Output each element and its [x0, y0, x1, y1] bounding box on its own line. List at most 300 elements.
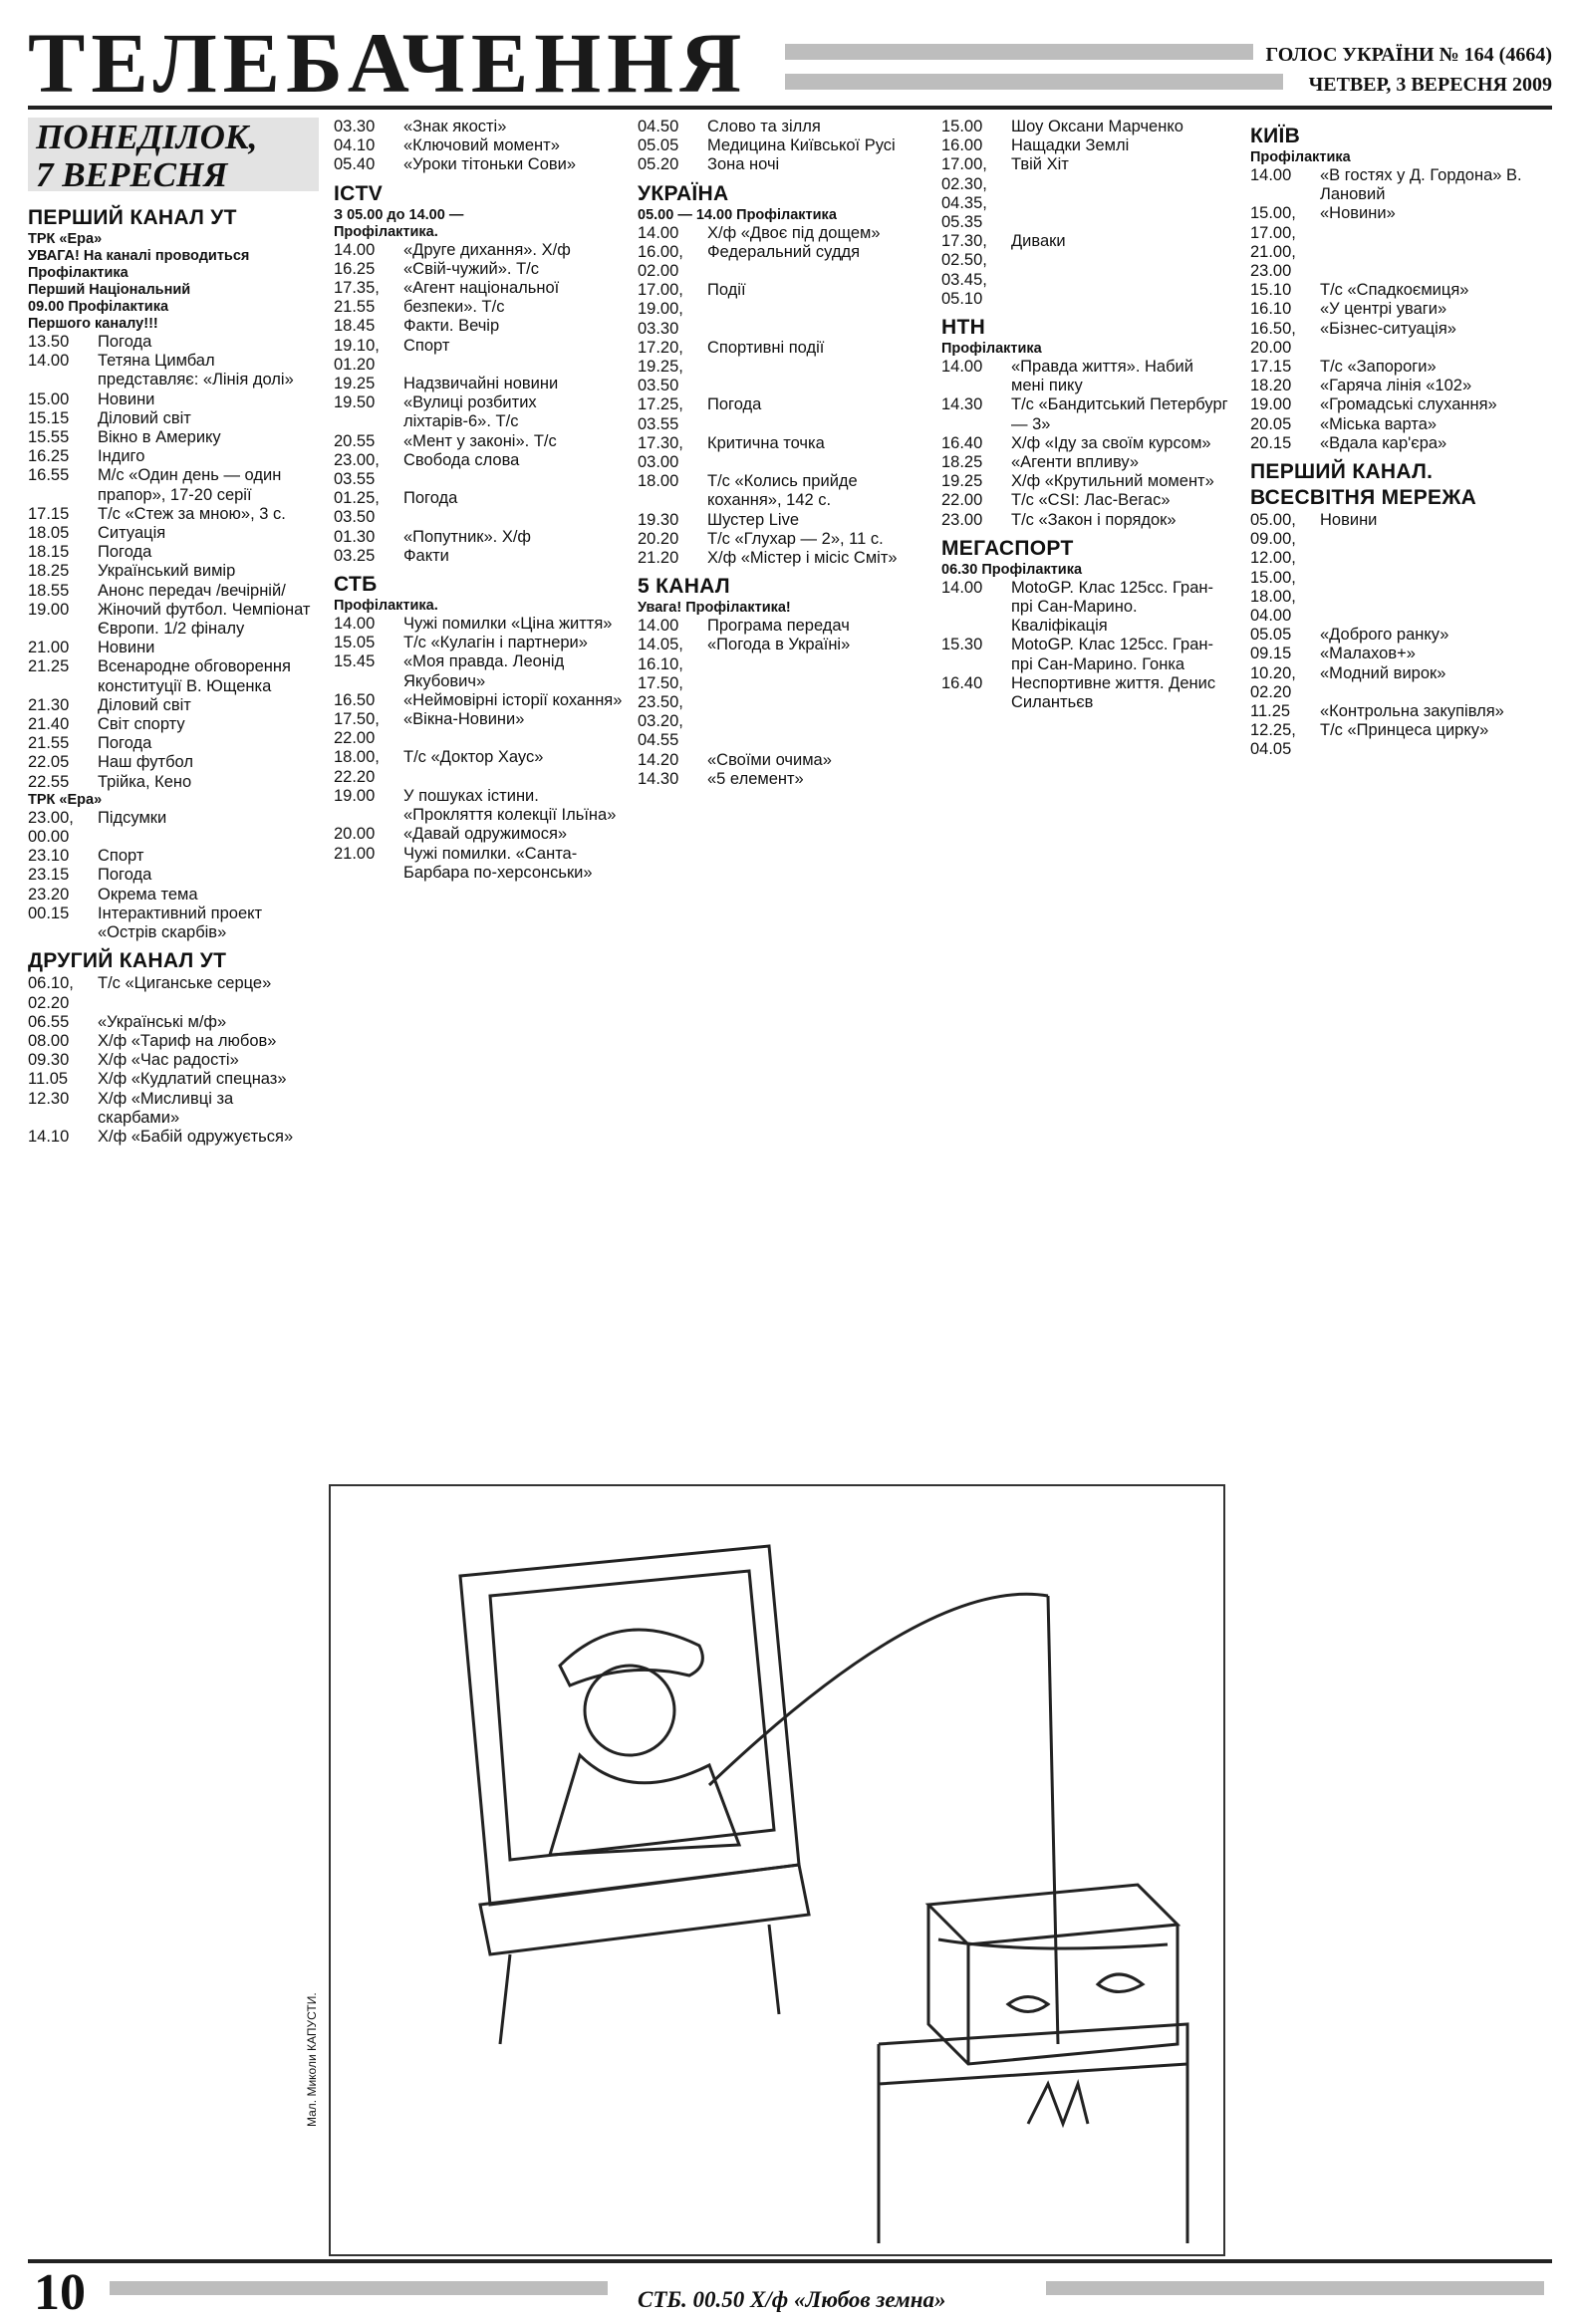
schedule-program: Т/с «Колись прийде кохання», 142 с.: [707, 472, 858, 510]
schedule-note: ТРК «Ера»: [28, 231, 103, 247]
schedule-time: 21.00: [334, 844, 376, 863]
schedule-row: [638, 136, 926, 155]
schedule-row: [28, 886, 319, 904]
schedule-program: Новини: [98, 389, 155, 408]
schedule-row: [28, 1013, 319, 1032]
schedule-time: 16.25: [28, 447, 70, 466]
schedule-row: [638, 243, 926, 281]
schedule-row: [28, 773, 319, 792]
schedule-time: 14.00: [638, 223, 679, 242]
schedule-time: 03.30: [334, 118, 376, 135]
schedule-program: Зона ночі: [707, 155, 780, 174]
schedule-row: [28, 562, 319, 581]
schedule-program: «Уроки тітоньки Сови»: [403, 155, 577, 174]
schedule-program: Х/ф «Мисливці за скарбами»: [98, 1089, 234, 1127]
schedule-program: «Новини»: [1320, 204, 1396, 223]
schedule-program: Т/с «Принцеса цирку»: [1320, 721, 1489, 740]
schedule-program: «Гаряча лінія «102»: [1320, 377, 1472, 395]
schedule-program: Х/ф «Двоє під дощем»: [707, 223, 881, 242]
schedule-row: [334, 489, 623, 527]
schedule-time: 21.20: [638, 549, 679, 568]
schedule-time: 12.30: [28, 1089, 70, 1108]
schedule-row: [28, 1051, 319, 1070]
schedule-program: Т/с «Спадкоємиця»: [1320, 281, 1469, 300]
schedule-time: 23.20: [28, 885, 70, 904]
schedule-row: [334, 845, 623, 883]
schedule-program: Інтерактивний проект «Острів скарбів»: [98, 904, 263, 942]
schedule-row: [28, 974, 319, 1012]
schedule-time: 17.50, 22.00: [334, 710, 380, 748]
paper-issue: ГОЛОС УКРАЇНИ № 164 (4664): [1265, 44, 1552, 66]
schedule-program: Надзвичайні новини: [403, 375, 559, 393]
schedule-time: 16.50: [334, 690, 376, 709]
schedule-time: 14.00: [334, 240, 376, 259]
schedule-program: «Агент національної безпеки». Т/с: [403, 279, 560, 317]
schedule-time: 17.00, 02.30, 04.35, 05.35: [941, 155, 987, 232]
schedule-row: [28, 543, 319, 562]
schedule-row: [28, 734, 319, 753]
schedule-time: 18.00, 22.20: [334, 748, 380, 786]
schedule-program: Програма передач: [707, 617, 850, 636]
schedule-row: [334, 634, 623, 652]
schedule-program: Т/с «Стеж за мною», 3 с.: [98, 504, 286, 523]
schedule-time: 20.00: [334, 825, 376, 844]
schedule-row: [28, 696, 319, 715]
schedule-column-3: [638, 118, 926, 789]
schedule-row: [1250, 626, 1549, 645]
schedule-row: [941, 472, 1230, 491]
schedule-time: 14.00: [28, 352, 70, 371]
schedule-time: 06.10, 02.20: [28, 974, 74, 1012]
schedule-time: 18.25: [28, 562, 70, 581]
schedule-program: «Неймовірні історії кохання»: [403, 690, 623, 709]
schedule-time: 18.45: [334, 317, 376, 336]
schedule-time: 04.50: [638, 118, 679, 135]
schedule-time: 22.00: [941, 491, 983, 510]
masthead: [28, 15, 1552, 111]
schedule-time: 17.15: [28, 504, 70, 523]
schedule-time: 19.00: [334, 786, 376, 805]
schedule-program: Нащадки Землі: [1011, 136, 1130, 155]
schedule-program: Т/с «Закон і порядок»: [1011, 510, 1177, 529]
schedule-time: 00.15: [28, 904, 70, 922]
schedule-row: [334, 691, 623, 710]
schedule-time: 22.55: [28, 772, 70, 791]
schedule-row: [941, 395, 1230, 433]
schedule-time: 09.30: [28, 1051, 70, 1070]
schedule-row: [941, 579, 1230, 637]
schedule-time: 21.55: [28, 734, 70, 753]
schedule-program: «В гостях у Д. Гордона» В. Лановий: [1320, 166, 1522, 204]
schedule-time: 14.00: [941, 358, 983, 377]
schedule-row: [638, 530, 926, 549]
schedule-row: [1250, 358, 1549, 377]
schedule-time: 17.30, 02.50, 03.45, 05.10: [941, 232, 987, 308]
schedule-row: [334, 547, 623, 566]
schedule-note: ТРК «Ера»: [28, 791, 103, 808]
schedule-program: Медицина Київської Русі: [707, 136, 896, 155]
schedule-row: [1250, 645, 1549, 663]
schedule-time: 21.25: [28, 657, 70, 676]
schedule-row: [638, 511, 926, 530]
schedule-row: [28, 582, 319, 601]
schedule-note: 05.00 — 14.00 Профілактика: [638, 206, 837, 223]
schedule-row: [28, 715, 319, 734]
schedule-row: [334, 155, 623, 174]
schedule-time: 15.00, 17.00, 21.00, 23.00: [1250, 204, 1296, 281]
schedule-program: Х/ф «Іду за своїм курсом»: [1011, 433, 1211, 452]
schedule-program: «Свій-чужий». Т/с: [403, 259, 539, 278]
schedule-row: [28, 409, 319, 428]
footer-rule: [28, 2259, 1552, 2263]
schedule-time: 11.05: [28, 1070, 69, 1089]
schedule-row: [28, 390, 319, 409]
schedule-program: «Знак якості»: [403, 118, 507, 135]
schedule-row: [334, 118, 623, 136]
schedule-row: [638, 281, 926, 339]
schedule-time: 18.25: [941, 453, 983, 472]
schedule-program: «Агенти впливу»: [1011, 453, 1140, 472]
schedule-program: «Вдала кар'єра»: [1320, 433, 1447, 452]
schedule-time: 17.15: [1250, 358, 1292, 377]
schedule-time: 05.40: [334, 155, 376, 174]
schedule-row: [638, 434, 926, 472]
schedule-row: [638, 224, 926, 243]
schedule-time: 06.55: [28, 1012, 70, 1031]
schedule-time: 19.30: [638, 510, 679, 529]
schedule-time: 18.15: [28, 543, 70, 562]
schedule-program: «Малахов+»: [1320, 645, 1416, 663]
schedule-row: [28, 601, 319, 639]
schedule-program: Т/с «Кулагін і партнери»: [403, 634, 588, 652]
schedule-time: 05.00, 09.00, 12.00, 15.00, 18.00, 04.00: [1250, 511, 1296, 626]
schedule-program: Погода: [707, 395, 762, 414]
footer-rule: [110, 2281, 608, 2295]
schedule-note: Профілактика: [28, 265, 129, 281]
paper-info: [1265, 40, 1552, 100]
schedule-row: [638, 118, 926, 136]
channel-heading: МЕГАСПОРТ: [941, 536, 1074, 560]
schedule-program: У пошуках істини. «Прокляття колекції Ільїна»: [403, 786, 617, 825]
schedule-time: 22.05: [28, 753, 70, 772]
cartoon-drawing: [331, 1486, 1223, 2254]
channel-heading: УКРАЇНА: [638, 181, 729, 205]
schedule-row: [1250, 300, 1549, 319]
day-header: [28, 118, 319, 194]
day-title-line2: 7 ВЕРЕСНЯ: [36, 155, 228, 194]
schedule-time: 18.05: [28, 524, 70, 543]
schedule-program: «Моя правда. Леонід Якубович»: [403, 652, 565, 690]
header-rule: [785, 74, 1283, 90]
schedule-time: 11.25: [1250, 702, 1291, 721]
schedule-note: З 05.00 до 14.00 —: [334, 206, 464, 223]
schedule-program: «Погода в Україні»: [707, 636, 851, 654]
schedule-note: Перший Національний: [28, 282, 191, 298]
schedule-time: 19.10, 01.20: [334, 336, 380, 374]
schedule-program: Наш футбол: [98, 753, 194, 772]
schedule-program: Диваки: [1011, 232, 1066, 251]
schedule-time: 03.25: [334, 546, 376, 565]
schedule-time: 13.50: [28, 333, 70, 351]
schedule-program: Спорт: [98, 847, 144, 866]
schedule-row: [28, 466, 319, 504]
schedule-time: 14.05, 16.10, 17.50, 23.50, 03.20, 04.55: [638, 636, 683, 750]
day-title-line1: ПОНЕДІЛОК,: [36, 118, 258, 156]
schedule-program: Світ спорту: [98, 715, 185, 734]
schedule-time: 12.25, 04.05: [1250, 721, 1296, 759]
schedule-row: [334, 615, 623, 634]
schedule-row: [1250, 320, 1549, 358]
schedule-row: [28, 1090, 319, 1128]
schedule-time: 20.20: [638, 529, 679, 548]
schedule-column-4: [941, 118, 1230, 712]
schedule-row: [334, 787, 623, 825]
schedule-program: Погода: [98, 734, 152, 753]
schedule-time: 19.50: [334, 393, 376, 412]
schedule-row: [28, 657, 319, 695]
schedule-time: 10.20, 02.20: [1250, 663, 1296, 701]
schedule-row: [28, 809, 319, 847]
schedule-time: 04.10: [334, 136, 376, 155]
channel-heading: ПЕРШИЙ КАНАЛ УТ: [28, 206, 237, 229]
schedule-note: УВАГА! На каналі проводиться: [28, 248, 250, 264]
schedule-note: Увага! Профілактика!: [638, 600, 791, 617]
channel-heading: КИЇВ: [1250, 125, 1301, 147]
schedule-program: Події: [707, 281, 746, 300]
schedule-row: [941, 118, 1230, 136]
schedule-program: «Модний вирок»: [1320, 663, 1446, 682]
schedule-program: Х/ф «Містер і місіс Сміт»: [707, 549, 898, 568]
schedule-time: 18.20: [1250, 377, 1292, 395]
schedule-row: [1250, 415, 1549, 434]
schedule-row: [1250, 166, 1549, 204]
schedule-row: [1250, 511, 1549, 626]
schedule-program: Т/с «Глухар — 2», 11 с.: [707, 529, 884, 548]
schedule-time: 17.30, 03.00: [638, 433, 683, 472]
schedule-time: 14.10: [28, 1127, 70, 1146]
schedule-program: Трійка, Кено: [98, 772, 192, 791]
schedule-row: [1250, 721, 1549, 759]
schedule-note: 09.00 Профілактика: [28, 299, 169, 315]
schedule-time: 16.55: [28, 466, 70, 485]
schedule-time: 17.20, 19.25, 03.50: [638, 338, 683, 395]
schedule-time: 14.00: [941, 578, 983, 597]
channel-heading: ПЕРШИЙ КАНАЛ. ВСЕСВІТНЯ МЕРЕЖА: [1250, 460, 1477, 510]
schedule-time: 15.10: [1250, 281, 1292, 300]
schedule-time: 23.00, 00.00: [28, 808, 74, 847]
schedule-time: 01.25, 03.50: [334, 489, 380, 527]
schedule-time: 23.15: [28, 866, 70, 885]
schedule-program: Твій Хіт: [1011, 155, 1069, 174]
schedule-row: [638, 636, 926, 750]
schedule-time: 15.05: [334, 634, 376, 652]
schedule-time: 19.25: [334, 375, 376, 393]
schedule-column-1: [28, 199, 319, 1147]
schedule-row: [638, 395, 926, 433]
schedule-row: [28, 753, 319, 772]
schedule-row: [334, 279, 623, 317]
schedule-row: [1250, 664, 1549, 702]
schedule-program: Погода: [98, 866, 152, 885]
schedule-time: 15.00: [941, 118, 983, 135]
schedule-row: [638, 472, 926, 510]
schedule-program: «5 елемент»: [707, 769, 804, 788]
schedule-program: Чужі помилки «Ціна життя»: [403, 615, 613, 634]
schedule-time: 21.40: [28, 715, 70, 734]
schedule-time: 05.05: [1250, 626, 1292, 645]
schedule-time: 19.25: [941, 472, 983, 491]
schedule-program: Погода: [98, 543, 152, 562]
schedule-time: 16.10: [1250, 300, 1292, 319]
schedule-row: [1250, 395, 1549, 414]
schedule-program: Федеральний суддя: [707, 242, 861, 261]
schedule-row: [334, 451, 623, 489]
schedule-time: 20.55: [334, 431, 376, 450]
schedule-time: 18.55: [28, 581, 70, 600]
schedule-row: [638, 770, 926, 789]
schedule-row: [28, 1128, 319, 1147]
schedule-program: «Мент у законі». Т/с: [403, 431, 557, 450]
schedule-program: Т/с «Доктор Хаус»: [403, 748, 544, 767]
schedule-row: [638, 549, 926, 568]
schedule-row: [334, 528, 623, 547]
schedule-note: Профілактика.: [334, 598, 438, 615]
schedule-program: Шустер Live: [707, 510, 800, 529]
schedule-program: Всенародне обговорення конституції В. Ющенка: [98, 657, 291, 695]
schedule-program: Х/ф «Кудлатий спецназ»: [98, 1070, 287, 1089]
schedule-time: 16.00, 02.00: [638, 242, 683, 281]
schedule-program: «Давай одружимося»: [403, 825, 568, 844]
schedule-row: [941, 636, 1230, 673]
paper-date: ЧЕТВЕР, 3 ВЕРЕСНЯ 2009: [1308, 74, 1552, 96]
schedule-row: [334, 748, 623, 786]
schedule-program: Тетяна Цимбал представляє: «Лінія долі»: [98, 352, 294, 389]
schedule-time: 15.00: [28, 389, 70, 408]
schedule-program: Індиго: [98, 447, 145, 466]
schedule-time: 16.00: [941, 136, 983, 155]
schedule-column-2: [334, 118, 623, 883]
schedule-program: Чужі помилки. «Санта-Барбара по-херсонськи»: [403, 844, 593, 882]
schedule-time: 14.30: [638, 769, 679, 788]
schedule-program: Х/ф «Бабій одружується»: [98, 1127, 294, 1146]
schedule-program: Вікно в Америку: [98, 428, 221, 447]
schedule-program: «Українські м/ф»: [98, 1012, 227, 1031]
schedule-row: [28, 1070, 319, 1089]
schedule-program: «Своїми очима»: [707, 750, 832, 769]
schedule-time: 20.15: [1250, 433, 1292, 452]
schedule-program: «Громадські слухання»: [1320, 395, 1497, 414]
schedule-time: 05.05: [638, 136, 679, 155]
section-title: ТЕЛЕБАЧЕННЯ: [28, 15, 748, 111]
schedule-time: 01.30: [334, 527, 376, 546]
schedule-program: MotoGP. Клас 125cc. Гран-прі Сан-Марино. Гонка: [1011, 636, 1213, 673]
schedule-program: Погода: [98, 333, 152, 351]
schedule-row: [638, 751, 926, 770]
schedule-program: Факти. Вечір: [403, 317, 500, 336]
footer-promo: СТБ. 00.50 Х/ф «Любов земна»: [638, 2287, 946, 2312]
schedule-program: Т/с «Запороги»: [1320, 358, 1437, 377]
schedule-time: 16.40: [941, 673, 983, 692]
schedule-row: [941, 674, 1230, 712]
schedule-row: [1250, 434, 1549, 453]
schedule-time: 21.00: [28, 639, 70, 657]
schedule-row: [334, 260, 623, 279]
schedule-row: [28, 639, 319, 657]
schedule-program: «Доброго ранку»: [1320, 626, 1449, 645]
schedule-note: Профілактика.: [334, 223, 438, 240]
schedule-time: 15.45: [334, 652, 376, 671]
schedule-program: Анонс передач /вечірній/: [98, 581, 286, 600]
schedule-row: [941, 491, 1230, 510]
schedule-program: Неспортивне життя. Денис Силантьєв: [1011, 673, 1216, 712]
schedule-program: Новини: [1320, 511, 1378, 530]
schedule-row: [941, 136, 1230, 155]
schedule-program: Факти: [403, 546, 449, 565]
schedule-program: MotoGP. Клас 125cc. Гран-прі Сан-Марино. Кваліфікація: [1011, 578, 1213, 636]
schedule-time: 15.30: [941, 636, 983, 654]
schedule-program: Х/ф «Крутильний момент»: [1011, 472, 1214, 491]
schedule-row: [334, 337, 623, 375]
schedule-program: Жіночий футбол. Чемпіонат Європи. 1/2 фіналу: [98, 600, 311, 639]
schedule-row: [1250, 702, 1549, 721]
schedule-time: 23.10: [28, 847, 70, 866]
schedule-program: «Вікна-Новини»: [403, 710, 525, 729]
schedule-time: 23.00: [941, 510, 983, 529]
schedule-time: 21.30: [28, 695, 70, 714]
schedule-time: 14.00: [638, 617, 679, 636]
cartoon-illustration: [329, 1484, 1225, 2256]
schedule-time: 17.35, 21.55: [334, 279, 380, 317]
schedule-row: [28, 505, 319, 524]
schedule-row: [334, 432, 623, 451]
schedule-row: [638, 339, 926, 396]
schedule-row: [28, 524, 319, 543]
schedule-program: «Бізнес-ситуація»: [1320, 319, 1456, 338]
schedule-row: [638, 155, 926, 174]
schedule-program: Ситуація: [98, 524, 166, 543]
schedule-program: «Попутник». Х/ф: [403, 527, 532, 546]
schedule-time: 05.20: [638, 155, 679, 174]
schedule-row: [1250, 204, 1549, 281]
schedule-row: [334, 317, 623, 336]
schedule-note: 06.30 Профілактика: [941, 561, 1083, 578]
schedule-row: [28, 352, 319, 389]
schedule-row: [28, 447, 319, 466]
schedule-program: Підсумки: [98, 808, 167, 827]
schedule-note: Профілактика: [941, 341, 1042, 358]
schedule-time: 14.20: [638, 750, 679, 769]
schedule-time: 17.25, 03.55: [638, 395, 683, 433]
schedule-time: 08.00: [28, 1031, 70, 1050]
schedule-time: 16.40: [941, 433, 983, 452]
schedule-time: 14.30: [941, 395, 983, 414]
schedule-program: Спортивні події: [707, 338, 825, 357]
channel-heading: СТБ: [334, 573, 378, 597]
footer-rule: [1046, 2281, 1544, 2295]
page-number: 10: [34, 2264, 86, 2321]
schedule-row: [638, 617, 926, 636]
schedule-note: Першого каналу!!!: [28, 316, 158, 332]
schedule-row: [941, 434, 1230, 453]
schedule-time: 18.00: [638, 472, 679, 491]
schedule-program: Х/ф «Тариф на любов»: [98, 1031, 277, 1050]
schedule-program: Окрема тема: [98, 885, 198, 904]
schedule-row: [334, 652, 623, 690]
schedule-time: 19.00: [28, 600, 70, 619]
schedule-time: 15.15: [28, 408, 70, 427]
schedule-row: [28, 1032, 319, 1051]
channel-heading: НТН: [941, 316, 986, 340]
